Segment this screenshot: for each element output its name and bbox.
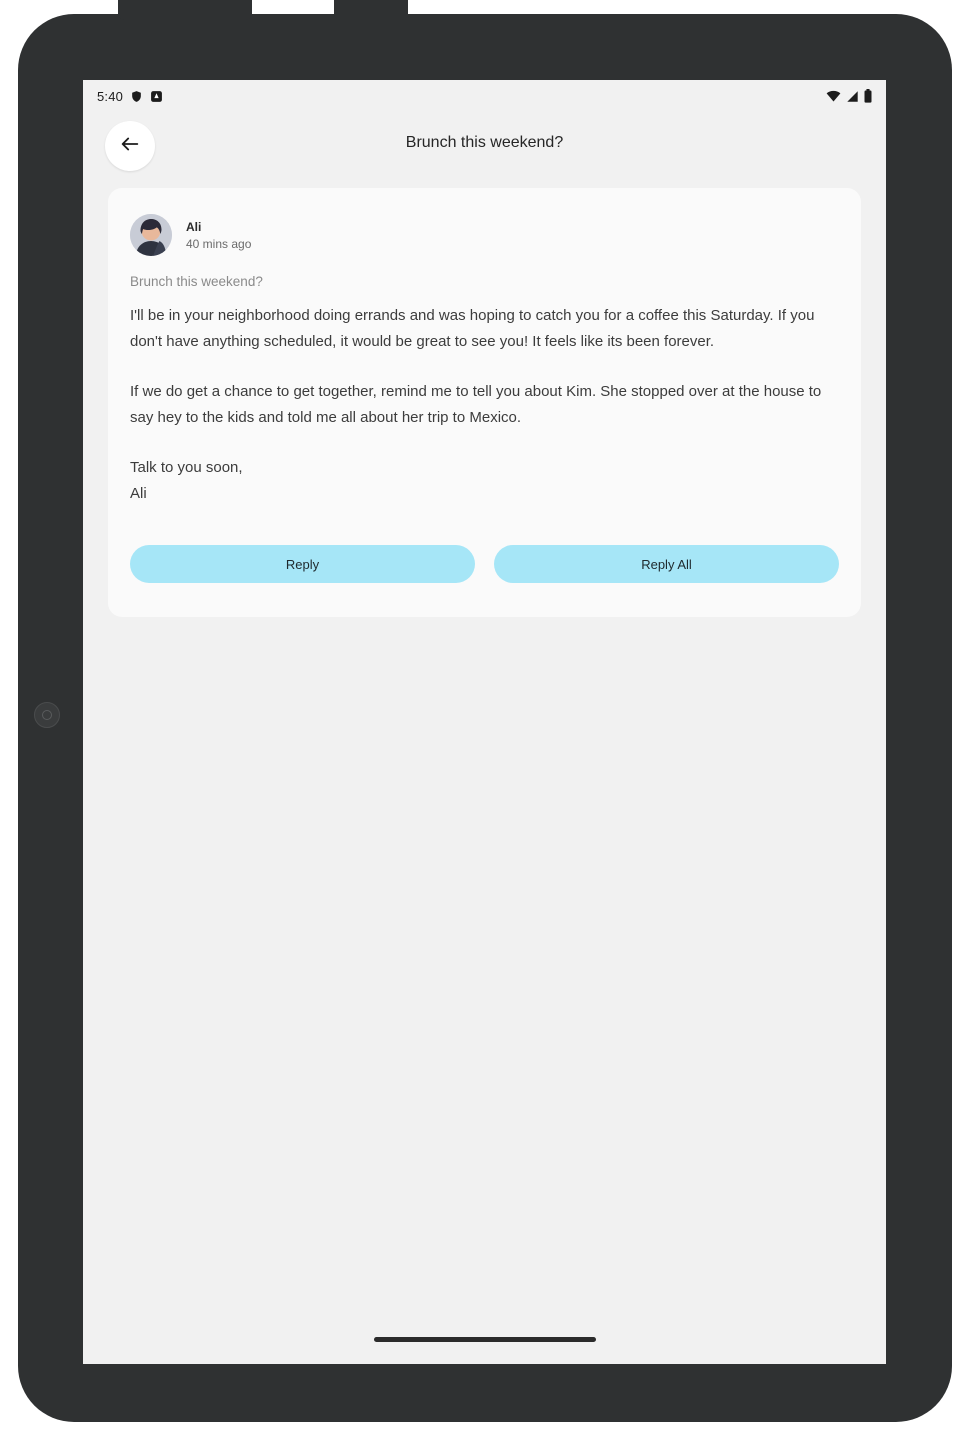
status-bar-right (826, 89, 872, 103)
message-signoff: Talk to you soon, (130, 459, 243, 476)
avatar (130, 214, 172, 256)
cellular-signal-icon (846, 90, 859, 103)
status-time: 5:40 (97, 88, 124, 104)
reply-all-button[interactable]: Reply All (494, 545, 839, 583)
app-badge-icon (150, 90, 163, 103)
reply-button[interactable]: Reply (130, 545, 475, 583)
home-indicator[interactable] (374, 1337, 596, 1342)
message-signoff-block (130, 455, 839, 507)
sender-meta (186, 220, 251, 251)
sender-name: Ali (186, 219, 202, 234)
wifi-icon (826, 90, 841, 103)
status-bar-left (97, 89, 163, 104)
message-card (108, 188, 861, 617)
message-paragraph: I'll be in your neighborhood doing errands and was hoping to catch you for a coffee this Saturday. If you don't have anything scheduled, it would be great to see you! It feels like its been forever. (130, 307, 815, 350)
battery-icon (864, 89, 872, 103)
app-bar (83, 112, 886, 186)
message-timestamp: 40 mins ago (186, 236, 252, 251)
message-paragraph: If we do get a chance to get together, remind me to tell you about Kim. She stopped over at the house to say hey to the kids and told me all about her trip to Mexico. (130, 383, 822, 426)
frame-notch-right (334, 0, 408, 20)
sender-row (130, 214, 839, 256)
message-actions (130, 545, 839, 583)
message-subject: Brunch this weekend? (130, 274, 263, 289)
shield-icon (130, 90, 143, 103)
page-title: Brunch this weekend? (405, 134, 564, 151)
device-screen (83, 80, 886, 1364)
status-bar (83, 80, 886, 112)
frame-notch-left (118, 0, 252, 20)
message-signature: Ali (130, 485, 147, 502)
camera-icon (34, 702, 60, 728)
